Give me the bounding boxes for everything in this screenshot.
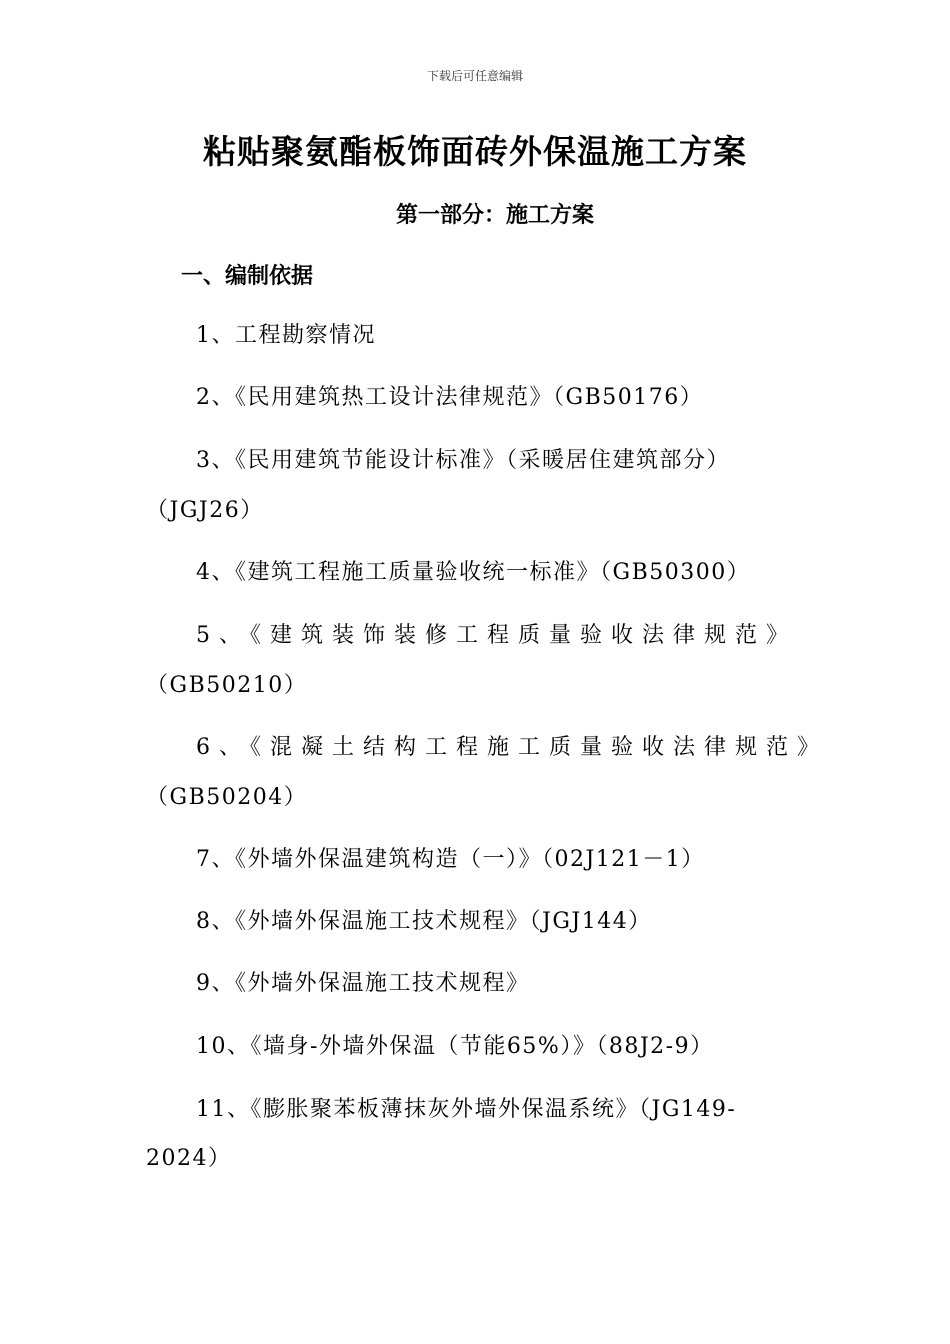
reference-item-5: 5、《建筑装饰装修工程质量验收法律规范》	[196, 623, 797, 648]
reference-item-7: 7、《外墙外保温建筑构造（一）》（02J121－1）	[196, 847, 705, 872]
reference-item-6-continued: （GB50204）	[146, 785, 308, 810]
section-heading: 一、编制依据	[181, 264, 314, 289]
reference-item-3: 3、《民用建筑节能设计标准》（采暖居住建筑部分）	[196, 448, 730, 473]
reference-item-5-continued: （GB50210）	[146, 673, 308, 698]
reference-item-3-continued: （JGJ26）	[146, 498, 264, 523]
part-title: 第一部分：施工方案	[395, 203, 594, 228]
page-header-note: 下载后可任意编辑	[426, 69, 523, 83]
reference-item-1: 1、工程勘察情况	[196, 323, 376, 348]
reference-item-8: 8、《外墙外保温施工技术规程》（JGJ144）	[196, 909, 652, 934]
reference-item-9: 9、《外墙外保温施工技术规程》	[196, 971, 530, 996]
reference-item-11: 11、《膨胀聚苯板薄抹灰外墙外保温系统》（JG149-	[196, 1097, 737, 1122]
reference-item-11-continued: 2024）	[146, 1146, 232, 1171]
reference-item-4: 4、《建筑工程施工质量验收统一标准》（GB50300）	[196, 560, 751, 585]
reference-item-2: 2、《民用建筑热工设计法律规范》（GB50176）	[196, 385, 704, 410]
reference-item-10: 10、《墙身-外墙外保温（节能65%）》（88J2-9）	[196, 1034, 714, 1059]
document-title: 粘贴聚氨酯板饰面砖外保温施工方案	[203, 132, 747, 171]
reference-item-6: 6、《混凝土结构工程施工质量验收法律规范》	[196, 735, 828, 760]
